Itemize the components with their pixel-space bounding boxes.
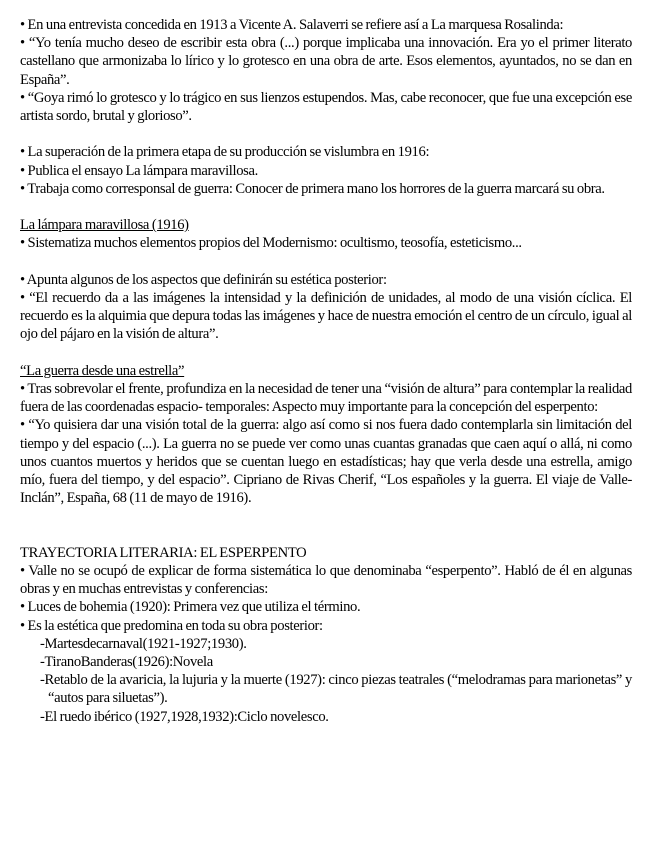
stage-line-1: • La superación de la primera etapa de su producción se vislumbra en 1916:: [20, 144, 430, 161]
spacer: [20, 125, 632, 143]
spacer: [20, 253, 632, 271]
spacer: [20, 198, 632, 216]
stage-line-3: • Trabaja como corresponsal de guerra: Conocer de primera mano los horrores de la guerra marcará su obra.: [20, 180, 605, 197]
spacer: [20, 507, 632, 543]
work-item: -TiranoBanderas(1926):Novela: [40, 654, 213, 671]
trayectoria-line-1: • Valle no se ocupó de explicar de forma sistemática lo que denominaba “esperpento”. Habló de él en algunas obras y en muchas entrevistas y conferencias:: [20, 563, 632, 598]
guerra-quote: • “Yo quisiera dar una visión total de la guerra: algo así como si nos fuera dado contemplarla sin limitación del tiempo y del espacio (...). La guerra no se puede ver como unas cuantas granadas que caen aquí o allá, ni como unos cuantos muertos y heridos que se cuentan luego en estadísticas; hay que verla desde una estrella, amigo mío, fuera del tiempo, y del espacio”. Cipriano de Rivas Cherif, “Los españoles y la guerra. El viaje de Valle-Inclán”, España, 68 (11 de mayo de 1916).: [20, 417, 632, 507]
trayectoria-line-2: • Luces de bohemia (1920): Primera vez que utiliza el término.: [20, 599, 361, 616]
lampara-line-2: • Apunta algunos de los aspectos que definirán su estética posterior:: [20, 271, 387, 288]
lampara-line-1: • Sistematiza muchos elementos propios del Modernismo: ocultismo, teosofía, esteticismo...: [20, 235, 522, 252]
trayectoria-heading: TRAYECTORIA LITERARIA: EL ESPERPENTO: [20, 544, 307, 561]
spacer: [20, 344, 632, 362]
work-item: -Martesdecarnaval(1921-1927;1930).: [40, 635, 247, 652]
stage-line-2: • Publica el ensayo La lámpara maravillosa.: [20, 162, 258, 179]
intro-quote-2: • “Goya rimó lo grotesco y lo trágico en sus lienzos estupendos. Mas, cabe reconocer, que fue una excepción ese artista sordo, brutal y glorioso”.: [20, 89, 632, 125]
guerra-line-1: • Tras sobrevolar el frente, profundiza en la necesidad de tener una “visión de altura” para contemplar la realidad fuera de las coordenadas espacio- temporales: Aspecto muy importante para la concepción del esperpento:: [20, 381, 632, 416]
trayectoria-line-3: • Es la estética que predomina en toda su obra posterior:: [20, 617, 323, 634]
document-page: [20, 16, 632, 726]
guerra-heading: [20, 362, 632, 380]
intro-quote-1: • “Yo tenía mucho deseo de escribir esta obra (...) porque implicaba una innovación. Era yo el primer literato castellano que armonizaba lo lírico y lo grotesco en una obra de arte. Esos elementos, ayuntados, no se dan en España”.: [20, 35, 632, 88]
intro-paragraph: • En una entrevista concedida en 1913 a Vicente A. Salaverri se refiere así a La marquesa Rosalinda:: [20, 17, 564, 33]
work-item: -El ruedo ibérico (1927,1928,1932):Ciclo novelesco.: [40, 708, 329, 725]
lampara-quote: • “El recuerdo da a las imágenes la intensidad y la definición de unidades, al modo de una visión cíclica. El recuerdo es la alquimia que depura todas las imágenes y hace de nuestra emoción el centro de un círculo, igual al ojo del pájaro en la visión de altura”.: [20, 290, 632, 343]
guerra-heading-text: “La guerra desde una estrella”: [20, 362, 185, 379]
lampara-heading: [20, 216, 632, 234]
lampara-heading-text: La lámpara maravillosa (1916): [20, 217, 189, 234]
work-item: -Retablo de la avaricia, la lujuria y la muerte (1927): cinco piezas teatrales (“melodramas para marionetas” y “autos para siluetas”).: [40, 672, 632, 707]
